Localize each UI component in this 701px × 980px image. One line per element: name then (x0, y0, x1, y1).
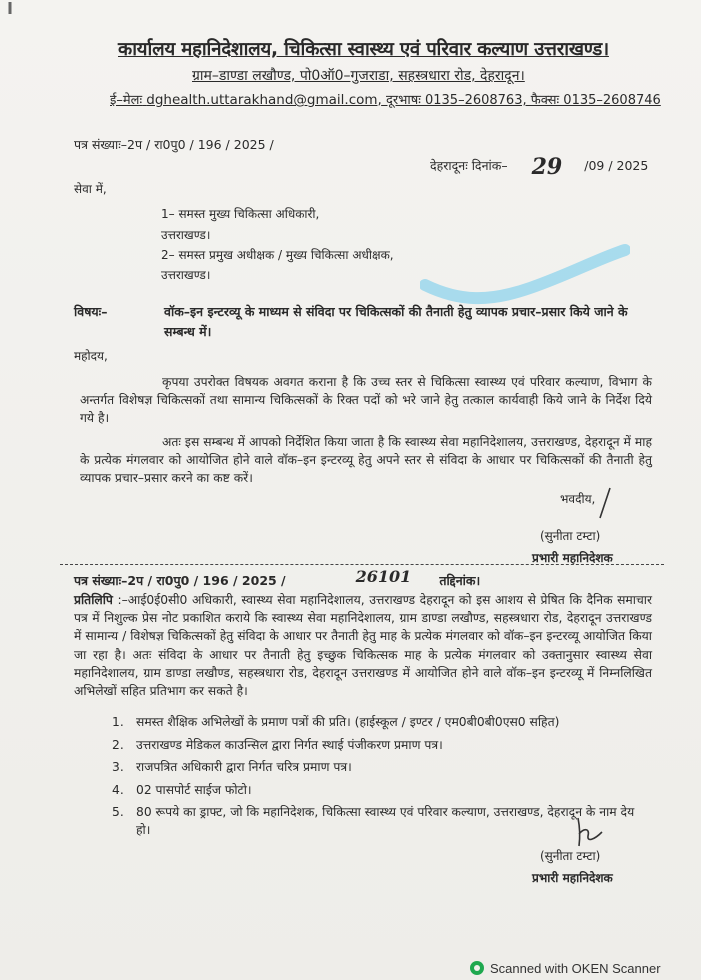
recipient-1-line-2: उत्तराखण्ड। (161, 228, 211, 242)
date-label: देहरादूनः दिनांक– (430, 158, 508, 173)
copy-text: :–आई0ई0सी0 अधिकारी, स्वास्थ्य सेवा महानिदेशालय, उत्तराखण्ड देहरादून को इस आशय से प्रेषित कि दैनिक समाचार पत्र में निशुल्क प्रेस नोट प्रकाशित कराये कि स्वास्थ्य सेवा महानिदेशालय, ग्राम डाण्डा लखौण्ड, सहस्त्रधारा रोड, देहरादून उत्तराखण्ड में सामान्य / विशेषज्ञ चिकित्सकों हेतु संविदा के आधार पर तैनाती हेतु माह के प्रत्येक मंगलवार को वॉक–इन इन्टरव्यू आयोजित किया जा रहा है। अतः संविदा के आधार पर तैनाती हेतु इच्छुक चिकित्सक माह के प्रत्येक मंगलवार को उक्तानुसार स्वास्थ्य सेवा महानिदेशालय, ग्राम डाण्डा लखौण्ड, सहस्त्रधारा रोड, देहरादून उत्तराखण्ड में आयोजित होने वाले वॉक–इन इन्टरव्यू में निम्नलिखित अभिलेखों सहित प्रतिभाग कर सकते है। (74, 593, 652, 699)
scanner-watermark (470, 961, 661, 976)
list-item-text: 80 रूपये का ड्राफ्ट, जो कि महानिदेशक, चिकित्सा स्वास्थ्य एवं परिवार कल्याण, उत्तराखण्ड, देहरादून के नाम देय हो। (136, 805, 635, 837)
copy-label: प्रतिलिपि (74, 593, 113, 607)
scanner-text: Scanned with OKEN Scanner (490, 961, 661, 976)
list-item-number: 4. (112, 782, 124, 797)
copy-signatory-post: प्रभारी महानिदेशक (532, 871, 613, 885)
list-item-number: 5. (112, 805, 124, 819)
list-item (112, 713, 652, 731)
email-label: ई–मेलः (110, 93, 143, 108)
copy-ref-suffix: तद्दिनांक। (439, 573, 481, 588)
recipient-2-line-2: उत्तराखण्ड। (161, 268, 211, 282)
closing: भवदीय, (560, 492, 596, 506)
documents-list (112, 713, 652, 844)
list-item (112, 758, 652, 776)
signature-stroke-icon (590, 486, 620, 520)
signatory-name: (सुनीता टम्टा) (540, 529, 601, 543)
copy-ref-handwritten: 26101 (355, 567, 412, 586)
phone-fax: दूरभाषः 0135–2608763, फैक्सः 0135–2608746 (385, 93, 661, 108)
corner-mark-icon (8, 0, 22, 14)
date-rest: /09 / 2025 (584, 158, 649, 173)
letter-date (430, 150, 649, 180)
list-item-number: 2. (112, 737, 124, 752)
copy-signatory-name: (सुनीता टम्टा) (540, 849, 601, 863)
list-item-text: राजपत्रित अधिकारी द्वारा निर्गत चरित्र प्रमाण पत्र। (136, 760, 352, 774)
section-divider (60, 564, 664, 565)
copy-ref-text: पत्र संख्याः–2प / रा0पु0 / 196 / 2025 / (74, 573, 286, 588)
list-item-text: समस्त शैक्षिक अभिलेखों के प्रमाण पत्रों की प्रति। (हाईस्कूल / इण्टर / एम0बी0बी0एस0 सहित) (136, 715, 560, 729)
body-paragraph-1: कृपया उपरोक्त विषयक अवगत कराना है कि उच्च स्तर से चिकित्सा स्वास्थ्य एवं परिवार कल्याण, विभाग के अन्तर्गत विशेषज्ञ चिकित्सकों तथा सामान्य चिकित्सकों के रिक्त पदों को भरे जाने हेतु तत्काल कार्यवाही किये जाने के निर्देश दिये गये है। (80, 375, 652, 425)
subject-text: वॉक–इन इन्टरव्यू के माध्यम से संविदा पर चिकित्सकों की तैनाती हेतु व्यापक प्रचार–प्रसार किये जाने के सम्बन्ध में। (164, 304, 628, 339)
signature-scribble-icon (572, 814, 608, 848)
recipient-1-line-1: 1– समस्त मुख्य चिकित्सा अधिकारी, (161, 207, 320, 221)
list-item-text: 02 पासपोर्ट साईज फोटो। (136, 782, 252, 797)
signatory-post: प्रभारी महानिदेशक (532, 551, 613, 565)
body-paragraph-2: अतः इस सम्बन्ध में आपको निर्देशित किया जाता है कि स्वास्थ्य सेवा महानिदेशालय, उत्तराखण्ड, देहरादून में माह के प्रत्येक मंगलवार को आयोजित होने वाले वॉक–इन इन्टरव्यू हेतु अपने स्तर से संविदा के आधार पर चिकित्सकों की तैनाती हेतु व्यापक प्रचार–प्रसार करने का कष्ट करें। (80, 435, 652, 485)
contact-line (110, 90, 661, 108)
copy-paragraph (74, 591, 652, 700)
list-item-number: 1. (112, 715, 124, 729)
highlighter-mark (420, 240, 630, 310)
list-item-number: 3. (112, 760, 124, 774)
list-item (112, 736, 652, 754)
list-item (112, 803, 652, 839)
office-title: कार्यालय महानिदेशालय, चिकित्सा स्वास्थ्य एवं परिवार कल्याण उत्तराखण्ड। (118, 39, 609, 60)
office-address: ग्राम–डाण्डा लखौण्ड, पो0ऑ0–गुजराडा, सहस्त्रधारा रोड, देहरादून। (192, 68, 525, 84)
list-item-text: उत्तराखण्ड मेडिकल काउन्सिल द्वारा निर्गत स्थाई पंजीकरण प्रमाण पत्र। (136, 737, 443, 752)
recipient-2-line-1: 2– समस्त प्रमुख अधीक्षक / मुख्य चिकित्सा अधीक्षक, (161, 248, 394, 262)
copy-reference (74, 567, 481, 589)
subject-label: विषयः– (74, 304, 108, 319)
email-link[interactable]: dghealth.uttarakhand@gmail.com, (146, 92, 382, 108)
salutation: महोदय, (74, 349, 108, 363)
date-handwritten: 29 (531, 154, 563, 180)
list-item (112, 781, 652, 799)
scanner-logo-icon (470, 961, 484, 975)
salutation-to: सेवा में, (74, 182, 107, 196)
letter-reference: पत्र संख्याः–2प / रा0पु0 / 196 / 2025 / (74, 137, 274, 152)
